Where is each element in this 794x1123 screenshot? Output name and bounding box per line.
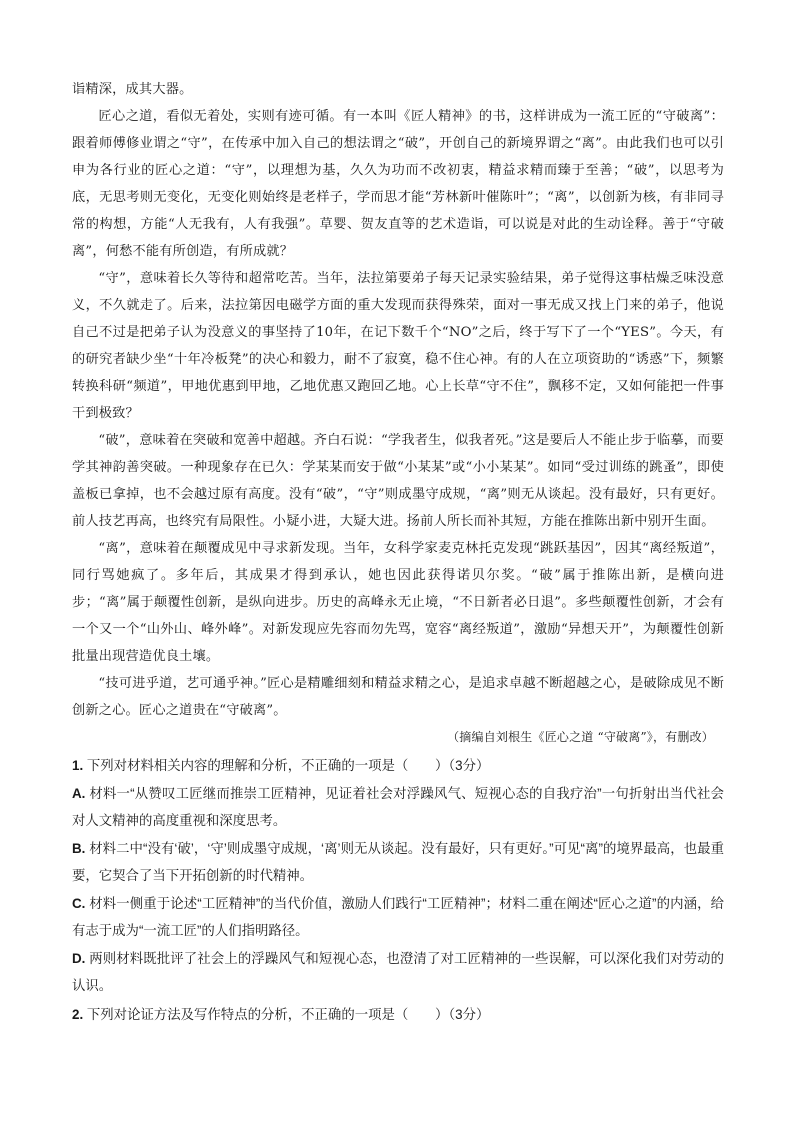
passage-source: （摘编自刘根生《匠心之道 “守破离”》，有删改）: [447, 730, 714, 744]
option-text: 材料二中“没有‘破’，‘守’则成墨守成规，‘离’则无从谈起。没有最好，只有更好。”可见“离”的境界最高，也最重要，它契合了当下开拓创新的时代精神。: [72, 840, 724, 883]
option-text: 材料一“从赞叹工匠继而推崇工匠精神，见证着社会对浮躁风气、短视心态的自我疗治”一句折射出当代社会对人文精神的高度重视和深度思考。: [72, 785, 724, 828]
passage-paragraph: “技可进乎道，艺可通乎神。”匠心是精雕细刻和精益求精之心，是追求卓越不断超越之心，是破除成见不断创新之心。匠心之道贵在“守破离”。: [72, 676, 724, 718]
question-stem: [72, 1001, 724, 1029]
passage-paragraph: “破”，意味着在突破和宽善中超越。齐白石说：“学我者生，似我者死。”这是要后人不能止步于临摹，而要学其神韵善突破。一种现象存在已久：学某某而安于做“小某某”或“小小某某”。如同“受过训练的跳蚤”，即使盖板已拿掉，也不会越过原有高度。没有“破”，“守”则成墨守成规，“离”则无从谈起。没有最好，只有更好。前人技艺再高，也终究有局限性。小疑小进，大疑大进。扬前人所长而补其短，方能在推陈出新中别开生面。: [72, 433, 724, 529]
passage-paragraph: “守”，意味着长久等待和超常吃苦。当年，法拉第要弟子每天记录实验结果，弟子觉得这事枯燥乏味没意义，不久就走了。后来，法拉第因电磁学方面的重大发现而获得殊荣，面对一事无成又找上门来的弟子，他说自己不过是把弟子认为没意义的事坚持了10年，在记下数千个“NO”之后，终于写下了一个“YES”。今天，有的研究者缺少坐“十年冷板凳”的决心和毅力，耐不了寂寞，稳不住心神。有的人在立项资助的“诱惑”下，频繁转换科研“频道”，甲地优惠到甲地，乙地优惠又跑回乙地。心上长草“守不住”，飘移不定，又如何能把一件事干到极致？: [72, 271, 724, 421]
document-page: [72, 76, 724, 1028]
option-text: 两则材料既批评了社会上的浮躁风气和短视心态，也澄清了对工匠精神的一些误解，可以深化我们对劳动的认识。: [72, 950, 724, 993]
passage-paragraph: “离”，意味着在颠覆成见中寻求新发现。当年，女科学家麦克林托克发现“跳跃基因”，因其“离经叛道”，同行骂她疯了。多年后，其成果才得到承认，她也因此获得诺贝尔奖。“破”属于推陈出新，是横向进步；“离”属于颠覆性创新，是纵向进步。历史的高峰永无止境，“不日新者必日退”。多些颠覆性创新，才会有一个又一个“山外山、峰外峰”。对新发现应先容而勿先骂，宽容“离经叛道”，激励“异想天开”，为颠覆性创新批量出现营造优良土壤。: [72, 541, 724, 664]
question-number: 2.: [72, 1006, 84, 1022]
question-number: 1.: [72, 758, 84, 773]
question-stem: [72, 752, 724, 780]
option-b[interactable]: [72, 835, 724, 890]
option-text: 材料一侧重于论述“工匠精神”的当代价值，激励人们践行“工匠精神”；材料二重在阐述“匠心之道”的内涵，给有志于成为“一流工匠”的人们指明路径。: [72, 895, 724, 938]
option-label: A.: [72, 785, 86, 801]
reading-passage: [72, 76, 724, 751]
option-label: B.: [72, 840, 86, 856]
question-text: 下列对论证方法及写作特点的分析，不正确的一项是（ ）（3分）: [86, 1006, 490, 1022]
option-label: C.: [72, 895, 86, 911]
passage-paragraph: 匠心之道，看似无着处，实则有迹可循。有一本叫《匠人精神》的书，这样讲成为一流工匠的“守破离”：跟着师傅修业谓之“守”，在传承中加入自己的想法谓之“破”，开创自己的新境界谓之“离”。由此我们也可以引申为各行业的匠心之道：“守”，以理想为基，久久为功而不改初衷，精益求精而臻于至善；“破”，以思考为底，无思考则无变化，无变化则始终是老样子，学而思才能“芳林新叶催陈叶”；“离”，以创新为核，有非同寻常的构想，方能“人无我有，人有我强”。草婴、贺友直等的艺术造诣，可以说是对此的生动诠释。善于“守破离”，何愁不能有所创造，有所成就？: [72, 109, 724, 259]
question-section: [72, 752, 724, 1028]
question-1: [72, 752, 724, 1000]
option-c[interactable]: [72, 890, 724, 945]
question-text: 下列对材料相关内容的理解和分析，不正确的一项是（ ）（3分）: [86, 758, 490, 773]
option-label: D.: [72, 950, 86, 966]
option-d[interactable]: [72, 945, 724, 1000]
option-a[interactable]: [72, 780, 724, 835]
passage-paragraph: 诣精深，成其大器。: [72, 82, 193, 97]
question-2: [72, 1001, 724, 1029]
